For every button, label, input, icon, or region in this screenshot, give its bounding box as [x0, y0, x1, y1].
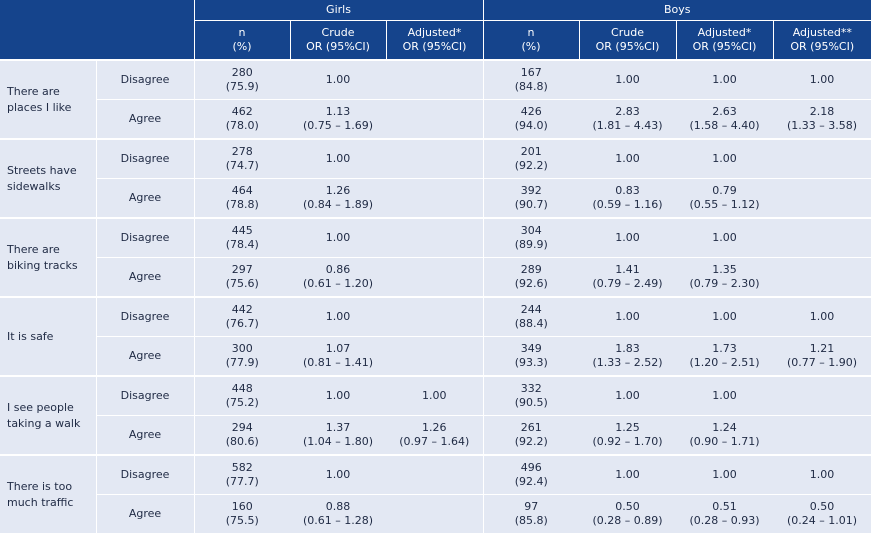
boys-adjusted2-or-cell — [773, 179, 871, 219]
girls-n-cell: 294 (80.6) — [194, 416, 290, 456]
boys-adjusted2-or-cell — [773, 258, 871, 298]
boys-crude-or-cell: 1.00 — [579, 455, 676, 495]
boys-n-cell: 304 (89.9) — [483, 218, 579, 258]
boys-n-cell: 201 (92.2) — [483, 139, 579, 179]
girls-crude-or-cell: 1.00 — [290, 60, 386, 100]
table-row — [0, 455, 871, 495]
table-row — [0, 218, 871, 258]
girls-n-cell: 280 (75.9) — [194, 60, 290, 100]
response-label-agree: Agree — [96, 337, 194, 377]
boys-crude-or-cell: 1.00 — [579, 218, 676, 258]
girls-n-cell: 464 (78.8) — [194, 179, 290, 219]
girls-adjusted-or-cell — [386, 258, 483, 298]
girls-crude-or-cell: 1.00 — [290, 139, 386, 179]
boys-adjusted2-or-cell — [773, 376, 871, 416]
girls-crude-or-cell: 1.13 (0.75 – 1.69) — [290, 100, 386, 140]
boys-crude-or-cell: 1.00 — [579, 297, 676, 337]
boys-adjusted-or-cell: 1.00 — [676, 297, 773, 337]
girls-adjusted-or-cell — [386, 100, 483, 140]
boys-n-cell: 244 (88.4) — [483, 297, 579, 337]
table-row — [0, 337, 871, 377]
table-row — [0, 60, 871, 100]
boys-adjusted2-or-cell: 1.00 — [773, 297, 871, 337]
response-label-disagree: Disagree — [96, 139, 194, 179]
boys-n-cell: 496 (92.4) — [483, 455, 579, 495]
boys-adjusted-or-cell: 1.00 — [676, 139, 773, 179]
girls-n-cell: 300 (77.9) — [194, 337, 290, 377]
col-header-boys-crude: Crude OR (95%CI) — [579, 21, 676, 61]
boys-crude-or-cell: 1.00 — [579, 139, 676, 179]
girls-n-cell: 160 (75.5) — [194, 495, 290, 534]
row-category-label: There are places I like — [0, 60, 96, 139]
row-category-label: Streets have sidewalks — [0, 139, 96, 218]
girls-n-cell: 442 (76.7) — [194, 297, 290, 337]
girls-adjusted-or-cell — [386, 179, 483, 219]
girls-adjusted-or-cell: 1.00 — [386, 376, 483, 416]
girls-crude-or-cell: 1.00 — [290, 218, 386, 258]
group-header-girls: Girls — [194, 0, 483, 21]
boys-crude-or-cell: 0.50 (0.28 – 0.89) — [579, 495, 676, 534]
girls-crude-or-cell: 1.26 (0.84 – 1.89) — [290, 179, 386, 219]
boys-n-cell: 426 (94.0) — [483, 100, 579, 140]
boys-adjusted2-or-cell — [773, 416, 871, 456]
boys-adjusted2-or-cell: 1.00 — [773, 60, 871, 100]
boys-adjusted-or-cell: 0.79 (0.55 – 1.12) — [676, 179, 773, 219]
girls-crude-or-cell: 0.88 (0.61 – 1.28) — [290, 495, 386, 534]
response-label-disagree: Disagree — [96, 297, 194, 337]
boys-crude-or-cell: 1.83 (1.33 – 2.52) — [579, 337, 676, 377]
girls-adjusted-or-cell — [386, 297, 483, 337]
response-label-disagree: Disagree — [96, 60, 194, 100]
boys-adjusted-or-cell: 1.00 — [676, 455, 773, 495]
table-row — [0, 258, 871, 298]
response-label-agree: Agree — [96, 179, 194, 219]
boys-adjusted2-or-cell: 2.18 (1.33 – 3.58) — [773, 100, 871, 140]
col-header-girls-crude: Crude OR (95%CI) — [290, 21, 386, 61]
girls-crude-or-cell: 1.00 — [290, 455, 386, 495]
response-label-disagree: Disagree — [96, 218, 194, 258]
girls-n-cell: 448 (75.2) — [194, 376, 290, 416]
boys-n-cell: 349 (93.3) — [483, 337, 579, 377]
col-header-girls-adjusted: Adjusted* OR (95%CI) — [386, 21, 483, 61]
table-row — [0, 376, 871, 416]
boys-adjusted-or-cell: 1.35 (0.79 – 2.30) — [676, 258, 773, 298]
boys-n-cell: 332 (90.5) — [483, 376, 579, 416]
girls-n-cell: 278 (74.7) — [194, 139, 290, 179]
boys-adjusted2-or-cell — [773, 139, 871, 179]
table-row — [0, 297, 871, 337]
col-header-boys-adjusted: Adjusted* OR (95%CI) — [676, 21, 773, 61]
boys-crude-or-cell: 2.83 (1.81 – 4.43) — [579, 100, 676, 140]
boys-adjusted2-or-cell — [773, 218, 871, 258]
col-header-boys-n: n (%) — [483, 21, 579, 61]
girls-n-cell: 445 (78.4) — [194, 218, 290, 258]
boys-adjusted2-or-cell: 0.50 (0.24 – 1.01) — [773, 495, 871, 534]
boys-adjusted-or-cell: 0.51 (0.28 – 0.93) — [676, 495, 773, 534]
row-category-label: It is safe — [0, 297, 96, 376]
girls-crude-or-cell: 1.07 (0.81 – 1.41) — [290, 337, 386, 377]
table-row — [0, 495, 871, 534]
boys-crude-or-cell: 1.25 (0.92 – 1.70) — [579, 416, 676, 456]
row-category-label: I see people taking a walk — [0, 376, 96, 455]
boys-n-cell: 392 (90.7) — [483, 179, 579, 219]
girls-crude-or-cell: 1.00 — [290, 376, 386, 416]
response-label-agree: Agree — [96, 416, 194, 456]
row-category-label: There are biking tracks — [0, 218, 96, 297]
boys-crude-or-cell: 0.83 (0.59 – 1.16) — [579, 179, 676, 219]
boys-n-cell: 167 (84.8) — [483, 60, 579, 100]
boys-adjusted-or-cell: 1.00 — [676, 60, 773, 100]
row-category-label: There is too much traffic — [0, 455, 96, 533]
header-blank-corner — [0, 0, 194, 60]
boys-adjusted-or-cell: 1.00 — [676, 376, 773, 416]
boys-adjusted2-or-cell: 1.00 — [773, 455, 871, 495]
girls-crude-or-cell: 1.00 — [290, 297, 386, 337]
girls-crude-or-cell: 1.37 (1.04 – 1.80) — [290, 416, 386, 456]
col-header-girls-n: n (%) — [194, 21, 290, 61]
boys-adjusted2-or-cell: 1.21 (0.77 – 1.90) — [773, 337, 871, 377]
boys-crude-or-cell: 1.00 — [579, 60, 676, 100]
boys-adjusted-or-cell: 1.00 — [676, 218, 773, 258]
boys-crude-or-cell: 1.41 (0.79 – 2.49) — [579, 258, 676, 298]
girls-adjusted-or-cell: 1.26 (0.97 – 1.64) — [386, 416, 483, 456]
boys-n-cell: 97 (85.8) — [483, 495, 579, 534]
girls-n-cell: 462 (78.0) — [194, 100, 290, 140]
boys-adjusted-or-cell: 1.73 (1.20 – 2.51) — [676, 337, 773, 377]
table-header — [0, 0, 871, 60]
response-label-disagree: Disagree — [96, 455, 194, 495]
boys-n-cell: 261 (92.2) — [483, 416, 579, 456]
boys-adjusted-or-cell: 1.24 (0.90 – 1.71) — [676, 416, 773, 456]
col-header-boys-adjusted-2: Adjusted** OR (95%CI) — [773, 21, 871, 61]
response-label-disagree: Disagree — [96, 376, 194, 416]
response-label-agree: Agree — [96, 100, 194, 140]
girls-adjusted-or-cell — [386, 337, 483, 377]
table-row — [0, 100, 871, 140]
boys-n-cell: 289 (92.6) — [483, 258, 579, 298]
table-row — [0, 139, 871, 179]
girls-crude-or-cell: 0.86 (0.61 – 1.20) — [290, 258, 386, 298]
table-row — [0, 416, 871, 456]
girls-adjusted-or-cell — [386, 495, 483, 534]
girls-n-cell: 297 (75.6) — [194, 258, 290, 298]
table-row — [0, 179, 871, 219]
girls-n-cell: 582 (77.7) — [194, 455, 290, 495]
girls-adjusted-or-cell — [386, 139, 483, 179]
response-label-agree: Agree — [96, 258, 194, 298]
boys-adjusted-or-cell: 2.63 (1.58 – 4.40) — [676, 100, 773, 140]
boys-crude-or-cell: 1.00 — [579, 376, 676, 416]
girls-adjusted-or-cell — [386, 60, 483, 100]
table-body — [0, 60, 871, 533]
girls-adjusted-or-cell — [386, 455, 483, 495]
girls-adjusted-or-cell — [386, 218, 483, 258]
group-header-boys: Boys — [483, 0, 871, 21]
response-label-agree: Agree — [96, 495, 194, 534]
